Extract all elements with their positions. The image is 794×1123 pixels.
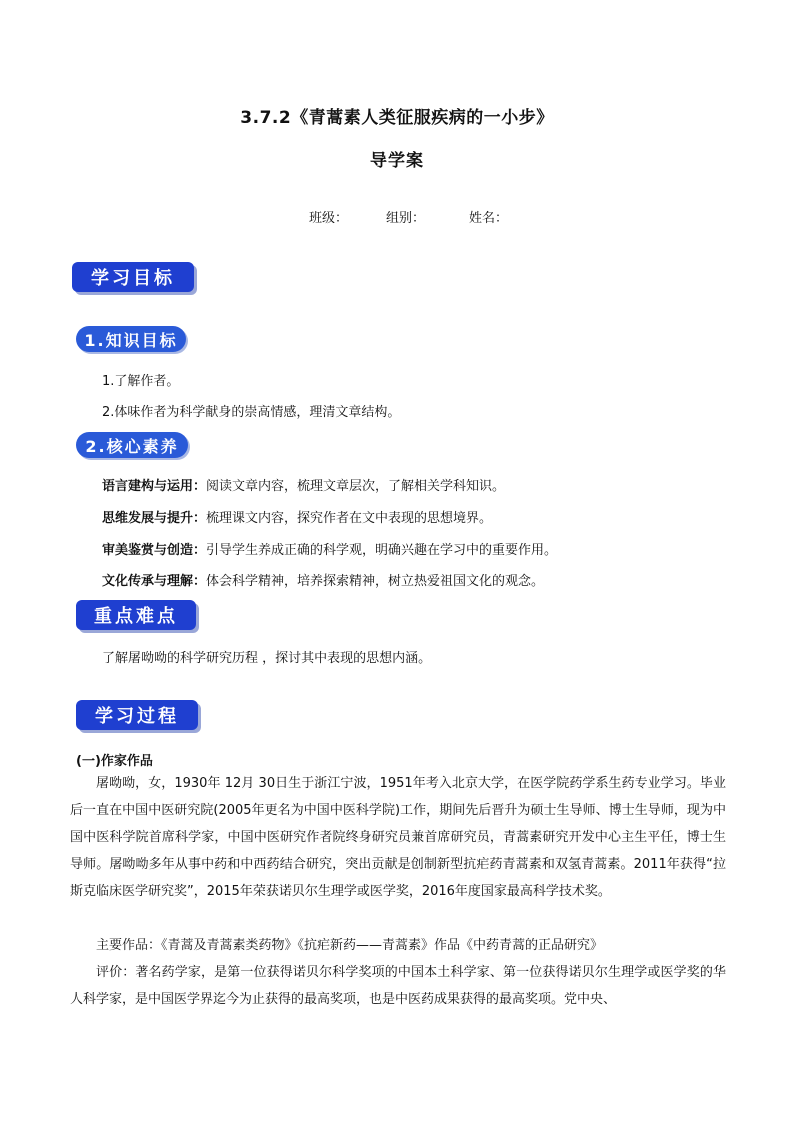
core-item-1 [102,475,505,494]
core-literacy-badge: 2.核心素养 [76,432,188,458]
knowledge-item-2: 2.体味作者为科学献身的崇高情感，理清文章结构。 [102,405,401,420]
key-points-badge: 重点难点 [76,600,196,630]
author-works-heading: (一)作家作品 [76,754,153,769]
core-item-4 [102,570,544,589]
core-item-3-label: 审美鉴赏与创造： [102,543,207,558]
main-works-paragraph: 主要作品：《青蒿及青蒿素类药物》《抗疟新药——青蒿素》作品《中药青蒿的正品研究》 [96,938,604,953]
class-label: 班级： [309,211,349,226]
core-item-1-text: 阅读文章内容，梳理文章层次，了解相关学科知识。 [206,479,506,494]
core-item-4-label: 文化传承与理解： [102,574,207,589]
knowledge-item-1: 1.了解作者。 [102,374,180,389]
key-points-text: 了解屠呦呦的科学研究历程 ，探讨其中表现的思想内涵。 [102,651,432,666]
group-label: 组别： [386,211,426,226]
core-item-2-text: 梳理课文内容，探究作者在文中表现的思想境界。 [206,511,493,526]
document-subtitle: 导学案 [370,151,424,171]
document-title: 3.7.2《青蒿素人类征服疾病的一小步》 [240,108,554,128]
learning-goals-badge: 学习目标 [72,262,194,292]
knowledge-goals-badge: 1.知识目标 [76,326,186,352]
author-bio-paragraph: 屠呦呦，女，1930年 12月 30日生于浙江宁波，1951年考入北京大学，在医学院药学系生药专业学习。毕业后一直在中国中医研究院(2005年更名为中国中医科学院)工作，期间先后晋升为硕士生导师、博士生导师，现为中国中医科学院首席科学家，中国中医研究作者院终身研究员兼首席研究员，青蒿素研究开发中心主生平任，博士生导师。屠呦呦多年从事中药和中西药结合研究，突出贡献是创制新型抗疟药青蒿素和双氢青蒿素。2011年获得“拉斯克临床医学研究奖”，2015年荣获诺贝尔生理学或医学奖，2016年度国家最高科学技术奖。 [70,776,726,899]
review-paragraph: 评价：著名药学家，是第一位获得诺贝尔科学奖项的中国本土科学家、第一位获得诺贝尔生理学或医学奖的华人科学家，是中国医学界迄今为止获得的最高奖项，也是中医药成果获得的最高奖项。党中央、 [70,965,726,1007]
core-item-2-label: 思维发展与提升： [102,511,207,526]
learning-process-badge: 学习过程 [76,700,198,730]
core-item-4-text: 体会科学精神，培养探索精神，树立热爱祖国文化的观念。 [206,574,545,589]
name-label: 姓名： [469,211,509,226]
core-item-3 [102,539,557,558]
core-item-1-label: 语言建构与运用： [102,479,207,494]
core-item-2 [102,507,492,526]
core-item-3-text: 引导学生养成正确的科学观，明确兴趣在学习中的重要作用。 [206,543,558,558]
